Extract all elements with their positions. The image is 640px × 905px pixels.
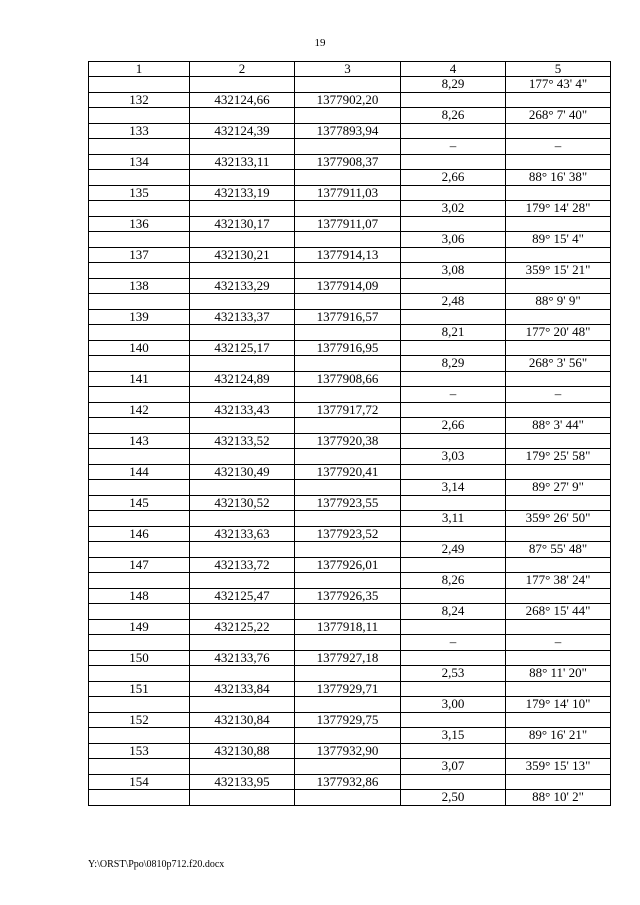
length-cell: 8,21 bbox=[401, 325, 506, 341]
y-coordinate-cell: 1377902,20 bbox=[295, 92, 401, 108]
point-number-cell bbox=[89, 108, 190, 124]
direction-angle-cell: 179° 14' 28" bbox=[506, 201, 611, 217]
direction-angle-cell bbox=[506, 557, 611, 573]
x-coordinate-cell: 432124,89 bbox=[190, 371, 295, 387]
table-row bbox=[89, 387, 611, 403]
direction-angle-cell bbox=[506, 216, 611, 232]
x-coordinate-cell bbox=[190, 604, 295, 620]
point-number-cell: 135 bbox=[89, 185, 190, 201]
table-row bbox=[89, 666, 611, 682]
length-cell bbox=[401, 619, 506, 635]
point-number-cell: 149 bbox=[89, 619, 190, 635]
point-number-cell: 134 bbox=[89, 154, 190, 170]
table-row bbox=[89, 650, 611, 666]
page-number: 19 bbox=[314, 37, 326, 49]
direction-angle-cell: 88° 11' 20" bbox=[506, 666, 611, 682]
direction-angle-cell bbox=[506, 371, 611, 387]
x-coordinate-cell bbox=[190, 201, 295, 217]
length-cell: 3,06 bbox=[401, 232, 506, 248]
table-row bbox=[89, 154, 611, 170]
y-coordinate-cell bbox=[295, 790, 401, 806]
point-number-cell bbox=[89, 449, 190, 465]
direction-angle-cell: 89° 16' 21" bbox=[506, 728, 611, 744]
y-coordinate-cell: 1377927,18 bbox=[295, 650, 401, 666]
table-row bbox=[89, 449, 611, 465]
direction-angle-cell bbox=[506, 464, 611, 480]
point-number-cell: 138 bbox=[89, 278, 190, 294]
length-cell: 3,02 bbox=[401, 201, 506, 217]
column-header-angle: 5 bbox=[506, 62, 611, 77]
table-row bbox=[89, 433, 611, 449]
x-coordinate-cell bbox=[190, 697, 295, 713]
point-number-cell bbox=[89, 604, 190, 620]
length-cell: – bbox=[401, 387, 506, 403]
table-row bbox=[89, 464, 611, 480]
length-cell: 3,03 bbox=[401, 449, 506, 465]
direction-angle-cell bbox=[506, 309, 611, 325]
x-coordinate-cell: 432133,72 bbox=[190, 557, 295, 573]
direction-angle-cell bbox=[506, 247, 611, 263]
x-coordinate-cell bbox=[190, 170, 295, 186]
direction-angle-cell bbox=[506, 743, 611, 759]
y-coordinate-cell bbox=[295, 573, 401, 589]
length-cell bbox=[401, 340, 506, 356]
y-coordinate-cell bbox=[295, 666, 401, 682]
point-number-cell: 153 bbox=[89, 743, 190, 759]
direction-angle-cell: – bbox=[506, 387, 611, 403]
table-row bbox=[89, 790, 611, 806]
direction-angle-cell bbox=[506, 433, 611, 449]
y-coordinate-cell: 1377911,07 bbox=[295, 216, 401, 232]
table-row bbox=[89, 697, 611, 713]
length-cell: – bbox=[401, 139, 506, 155]
point-number-cell: 146 bbox=[89, 526, 190, 542]
length-cell bbox=[401, 433, 506, 449]
point-number-cell bbox=[89, 573, 190, 589]
y-coordinate-cell: 1377923,52 bbox=[295, 526, 401, 542]
point-number-cell: 136 bbox=[89, 216, 190, 232]
point-number-cell bbox=[89, 139, 190, 155]
x-coordinate-cell bbox=[190, 542, 295, 558]
point-number-cell bbox=[89, 201, 190, 217]
x-coordinate-cell: 432133,52 bbox=[190, 433, 295, 449]
y-coordinate-cell bbox=[295, 480, 401, 496]
point-number-cell bbox=[89, 294, 190, 310]
direction-angle-cell: 268° 3' 56" bbox=[506, 356, 611, 372]
direction-angle-cell bbox=[506, 774, 611, 790]
length-cell: 8,29 bbox=[401, 356, 506, 372]
x-coordinate-cell: 432133,76 bbox=[190, 650, 295, 666]
x-coordinate-cell bbox=[190, 108, 295, 124]
y-coordinate-cell bbox=[295, 139, 401, 155]
x-coordinate-cell bbox=[190, 759, 295, 775]
y-coordinate-cell: 1377917,72 bbox=[295, 402, 401, 418]
column-header-length: 4 bbox=[401, 62, 506, 77]
direction-angle-cell: 87° 55' 48" bbox=[506, 542, 611, 558]
direction-angle-cell: – bbox=[506, 139, 611, 155]
y-coordinate-cell bbox=[295, 325, 401, 341]
point-number-cell: 151 bbox=[89, 681, 190, 697]
point-number-cell bbox=[89, 666, 190, 682]
direction-angle-cell bbox=[506, 278, 611, 294]
direction-angle-cell bbox=[506, 619, 611, 635]
direction-angle-cell bbox=[506, 402, 611, 418]
length-cell bbox=[401, 154, 506, 170]
y-coordinate-cell bbox=[295, 604, 401, 620]
table-row bbox=[89, 759, 611, 775]
table-row bbox=[89, 263, 611, 279]
direction-angle-cell: 89° 27' 9" bbox=[506, 480, 611, 496]
direction-angle-cell: 88° 10' 2" bbox=[506, 790, 611, 806]
direction-angle-cell bbox=[506, 712, 611, 728]
y-coordinate-cell: 1377916,95 bbox=[295, 340, 401, 356]
point-number-cell bbox=[89, 697, 190, 713]
table-row bbox=[89, 712, 611, 728]
y-coordinate-cell: 1377908,66 bbox=[295, 371, 401, 387]
column-header-point: 1 bbox=[89, 62, 190, 77]
y-coordinate-cell bbox=[295, 387, 401, 403]
x-coordinate-cell: 432133,37 bbox=[190, 309, 295, 325]
length-cell bbox=[401, 588, 506, 604]
length-cell: 2,66 bbox=[401, 170, 506, 186]
table-row bbox=[89, 170, 611, 186]
length-cell: 3,08 bbox=[401, 263, 506, 279]
table-row bbox=[89, 573, 611, 589]
direction-angle-cell: 359° 15' 13" bbox=[506, 759, 611, 775]
x-coordinate-cell bbox=[190, 480, 295, 496]
point-number-cell: 132 bbox=[89, 92, 190, 108]
length-cell: 8,26 bbox=[401, 573, 506, 589]
table-header-row bbox=[89, 62, 611, 77]
table-row bbox=[89, 542, 611, 558]
y-coordinate-cell bbox=[295, 232, 401, 248]
length-cell bbox=[401, 495, 506, 511]
x-coordinate-cell: 432130,17 bbox=[190, 216, 295, 232]
point-number-cell: 144 bbox=[89, 464, 190, 480]
direction-angle-cell bbox=[506, 123, 611, 139]
x-coordinate-cell: 432125,17 bbox=[190, 340, 295, 356]
y-coordinate-cell: 1377926,01 bbox=[295, 557, 401, 573]
y-coordinate-cell bbox=[295, 294, 401, 310]
point-number-cell: 139 bbox=[89, 309, 190, 325]
y-coordinate-cell bbox=[295, 418, 401, 434]
length-cell bbox=[401, 712, 506, 728]
x-coordinate-cell bbox=[190, 511, 295, 527]
table-row bbox=[89, 774, 611, 790]
table-row bbox=[89, 123, 611, 139]
direction-angle-cell: 89° 15' 4" bbox=[506, 232, 611, 248]
x-coordinate-cell bbox=[190, 573, 295, 589]
table-row bbox=[89, 526, 611, 542]
direction-angle-cell: 359° 26' 50" bbox=[506, 511, 611, 527]
point-number-cell bbox=[89, 263, 190, 279]
table-row bbox=[89, 232, 611, 248]
y-coordinate-cell: 1377920,41 bbox=[295, 464, 401, 480]
point-number-cell bbox=[89, 511, 190, 527]
length-cell: 3,15 bbox=[401, 728, 506, 744]
point-number-cell: 133 bbox=[89, 123, 190, 139]
point-number-cell bbox=[89, 759, 190, 775]
table-row bbox=[89, 681, 611, 697]
x-coordinate-cell: 432130,21 bbox=[190, 247, 295, 263]
table-row bbox=[89, 92, 611, 108]
length-cell bbox=[401, 743, 506, 759]
point-number-cell: 141 bbox=[89, 371, 190, 387]
table-row bbox=[89, 743, 611, 759]
x-coordinate-cell: 432133,95 bbox=[190, 774, 295, 790]
point-number-cell: 150 bbox=[89, 650, 190, 666]
table-row bbox=[89, 418, 611, 434]
direction-angle-cell bbox=[506, 650, 611, 666]
length-cell: 3,14 bbox=[401, 480, 506, 496]
point-number-cell: 140 bbox=[89, 340, 190, 356]
x-coordinate-cell bbox=[190, 77, 295, 93]
x-coordinate-cell bbox=[190, 139, 295, 155]
length-cell bbox=[401, 216, 506, 232]
x-coordinate-cell bbox=[190, 635, 295, 651]
y-coordinate-cell: 1377932,86 bbox=[295, 774, 401, 790]
length-cell: 2,53 bbox=[401, 666, 506, 682]
y-coordinate-cell: 1377911,03 bbox=[295, 185, 401, 201]
table-row bbox=[89, 635, 611, 651]
length-cell: 8,29 bbox=[401, 77, 506, 93]
table-row bbox=[89, 402, 611, 418]
y-coordinate-cell bbox=[295, 759, 401, 775]
x-coordinate-cell bbox=[190, 356, 295, 372]
table-row bbox=[89, 511, 611, 527]
x-coordinate-cell bbox=[190, 418, 295, 434]
point-number-cell: 145 bbox=[89, 495, 190, 511]
y-coordinate-cell: 1377914,09 bbox=[295, 278, 401, 294]
table-row bbox=[89, 356, 611, 372]
y-coordinate-cell bbox=[295, 77, 401, 93]
length-cell: 3,00 bbox=[401, 697, 506, 713]
length-cell bbox=[401, 557, 506, 573]
length-cell: 2,50 bbox=[401, 790, 506, 806]
length-cell: 2,48 bbox=[401, 294, 506, 310]
x-coordinate-cell: 432133,29 bbox=[190, 278, 295, 294]
direction-angle-cell: 88° 16' 38" bbox=[506, 170, 611, 186]
point-number-cell bbox=[89, 790, 190, 806]
y-coordinate-cell bbox=[295, 697, 401, 713]
x-coordinate-cell: 432133,63 bbox=[190, 526, 295, 542]
length-cell: 3,07 bbox=[401, 759, 506, 775]
table-row bbox=[89, 604, 611, 620]
y-coordinate-cell bbox=[295, 170, 401, 186]
direction-angle-cell: 268° 15' 44" bbox=[506, 604, 611, 620]
length-cell: 8,24 bbox=[401, 604, 506, 620]
y-coordinate-cell: 1377926,35 bbox=[295, 588, 401, 604]
coordinates-table bbox=[88, 61, 611, 806]
x-coordinate-cell: 432125,47 bbox=[190, 588, 295, 604]
table-row bbox=[89, 139, 611, 155]
point-number-cell: 152 bbox=[89, 712, 190, 728]
point-number-cell: 143 bbox=[89, 433, 190, 449]
y-coordinate-cell bbox=[295, 263, 401, 279]
table-row bbox=[89, 619, 611, 635]
y-coordinate-cell: 1377920,38 bbox=[295, 433, 401, 449]
direction-angle-cell: 179° 14' 10" bbox=[506, 697, 611, 713]
direction-angle-cell: 88° 9' 9" bbox=[506, 294, 611, 310]
x-coordinate-cell: 432133,43 bbox=[190, 402, 295, 418]
y-coordinate-cell bbox=[295, 356, 401, 372]
point-number-cell: 147 bbox=[89, 557, 190, 573]
x-coordinate-cell bbox=[190, 449, 295, 465]
y-coordinate-cell: 1377929,71 bbox=[295, 681, 401, 697]
length-cell bbox=[401, 247, 506, 263]
point-number-cell bbox=[89, 542, 190, 558]
x-coordinate-cell: 432133,19 bbox=[190, 185, 295, 201]
length-cell bbox=[401, 185, 506, 201]
table-row bbox=[89, 108, 611, 124]
direction-angle-cell: 177° 20' 48" bbox=[506, 325, 611, 341]
length-cell bbox=[401, 123, 506, 139]
point-number-cell bbox=[89, 635, 190, 651]
length-cell: 2,66 bbox=[401, 418, 506, 434]
y-coordinate-cell: 1377916,57 bbox=[295, 309, 401, 325]
point-number-cell bbox=[89, 418, 190, 434]
x-coordinate-cell bbox=[190, 325, 295, 341]
point-number-cell bbox=[89, 356, 190, 372]
direction-angle-cell: 88° 3' 44" bbox=[506, 418, 611, 434]
point-number-cell bbox=[89, 728, 190, 744]
x-coordinate-cell bbox=[190, 232, 295, 248]
length-cell: 3,11 bbox=[401, 511, 506, 527]
length-cell bbox=[401, 371, 506, 387]
table-row bbox=[89, 294, 611, 310]
point-number-cell: 148 bbox=[89, 588, 190, 604]
y-coordinate-cell: 1377929,75 bbox=[295, 712, 401, 728]
y-coordinate-cell: 1377932,90 bbox=[295, 743, 401, 759]
length-cell: 2,49 bbox=[401, 542, 506, 558]
length-cell bbox=[401, 92, 506, 108]
table-row bbox=[89, 216, 611, 232]
length-cell bbox=[401, 278, 506, 294]
table-row bbox=[89, 495, 611, 511]
table-row bbox=[89, 728, 611, 744]
point-number-cell: 137 bbox=[89, 247, 190, 263]
direction-angle-cell bbox=[506, 92, 611, 108]
table-row bbox=[89, 278, 611, 294]
x-coordinate-cell: 432130,52 bbox=[190, 495, 295, 511]
x-coordinate-cell bbox=[190, 294, 295, 310]
x-coordinate-cell bbox=[190, 666, 295, 682]
y-coordinate-cell bbox=[295, 449, 401, 465]
length-cell bbox=[401, 681, 506, 697]
x-coordinate-cell bbox=[190, 263, 295, 279]
y-coordinate-cell: 1377923,55 bbox=[295, 495, 401, 511]
direction-angle-cell: 179° 25' 58" bbox=[506, 449, 611, 465]
table-row bbox=[89, 588, 611, 604]
point-number-cell bbox=[89, 325, 190, 341]
table-row bbox=[89, 201, 611, 217]
x-coordinate-cell: 432124,39 bbox=[190, 123, 295, 139]
y-coordinate-cell bbox=[295, 201, 401, 217]
table-row bbox=[89, 77, 611, 93]
y-coordinate-cell: 1377893,94 bbox=[295, 123, 401, 139]
y-coordinate-cell: 1377918,11 bbox=[295, 619, 401, 635]
direction-angle-cell bbox=[506, 681, 611, 697]
direction-angle-cell bbox=[506, 526, 611, 542]
x-coordinate-cell: 432130,88 bbox=[190, 743, 295, 759]
file-path-footer: Y:\ORST\Ppo\0810p712.f20.docx bbox=[88, 859, 225, 870]
x-coordinate-cell bbox=[190, 728, 295, 744]
direction-angle-cell bbox=[506, 154, 611, 170]
x-coordinate-cell: 432133,11 bbox=[190, 154, 295, 170]
length-cell bbox=[401, 402, 506, 418]
direction-angle-cell bbox=[506, 588, 611, 604]
table-row bbox=[89, 340, 611, 356]
table-row bbox=[89, 557, 611, 573]
point-number-cell bbox=[89, 170, 190, 186]
table-row bbox=[89, 371, 611, 387]
length-cell: – bbox=[401, 635, 506, 651]
length-cell bbox=[401, 650, 506, 666]
length-cell bbox=[401, 526, 506, 542]
point-number-cell bbox=[89, 77, 190, 93]
x-coordinate-cell bbox=[190, 387, 295, 403]
table-body bbox=[89, 77, 611, 806]
x-coordinate-cell bbox=[190, 790, 295, 806]
direction-angle-cell: 177° 38' 24" bbox=[506, 573, 611, 589]
point-number-cell bbox=[89, 232, 190, 248]
point-number-cell: 154 bbox=[89, 774, 190, 790]
x-coordinate-cell: 432124,66 bbox=[190, 92, 295, 108]
table-row bbox=[89, 247, 611, 263]
length-cell bbox=[401, 464, 506, 480]
direction-angle-cell bbox=[506, 340, 611, 356]
x-coordinate-cell: 432130,49 bbox=[190, 464, 295, 480]
table-row bbox=[89, 309, 611, 325]
length-cell: 8,26 bbox=[401, 108, 506, 124]
y-coordinate-cell bbox=[295, 542, 401, 558]
y-coordinate-cell bbox=[295, 728, 401, 744]
direction-angle-cell: 268° 7' 40" bbox=[506, 108, 611, 124]
x-coordinate-cell: 432130,84 bbox=[190, 712, 295, 728]
y-coordinate-cell: 1377914,13 bbox=[295, 247, 401, 263]
x-coordinate-cell: 432133,84 bbox=[190, 681, 295, 697]
point-number-cell bbox=[89, 387, 190, 403]
direction-angle-cell bbox=[506, 185, 611, 201]
length-cell bbox=[401, 309, 506, 325]
length-cell bbox=[401, 774, 506, 790]
table-row bbox=[89, 325, 611, 341]
y-coordinate-cell bbox=[295, 511, 401, 527]
table-row bbox=[89, 185, 611, 201]
direction-angle-cell: 359° 15' 21" bbox=[506, 263, 611, 279]
point-number-cell: 142 bbox=[89, 402, 190, 418]
point-number-cell bbox=[89, 480, 190, 496]
direction-angle-cell: 177° 43' 4" bbox=[506, 77, 611, 93]
y-coordinate-cell: 1377908,37 bbox=[295, 154, 401, 170]
x-coordinate-cell: 432125,22 bbox=[190, 619, 295, 635]
direction-angle-cell bbox=[506, 495, 611, 511]
table-row bbox=[89, 480, 611, 496]
direction-angle-cell: – bbox=[506, 635, 611, 651]
column-header-y: 3 bbox=[295, 62, 401, 77]
y-coordinate-cell bbox=[295, 635, 401, 651]
column-header-x: 2 bbox=[190, 62, 295, 77]
y-coordinate-cell bbox=[295, 108, 401, 124]
